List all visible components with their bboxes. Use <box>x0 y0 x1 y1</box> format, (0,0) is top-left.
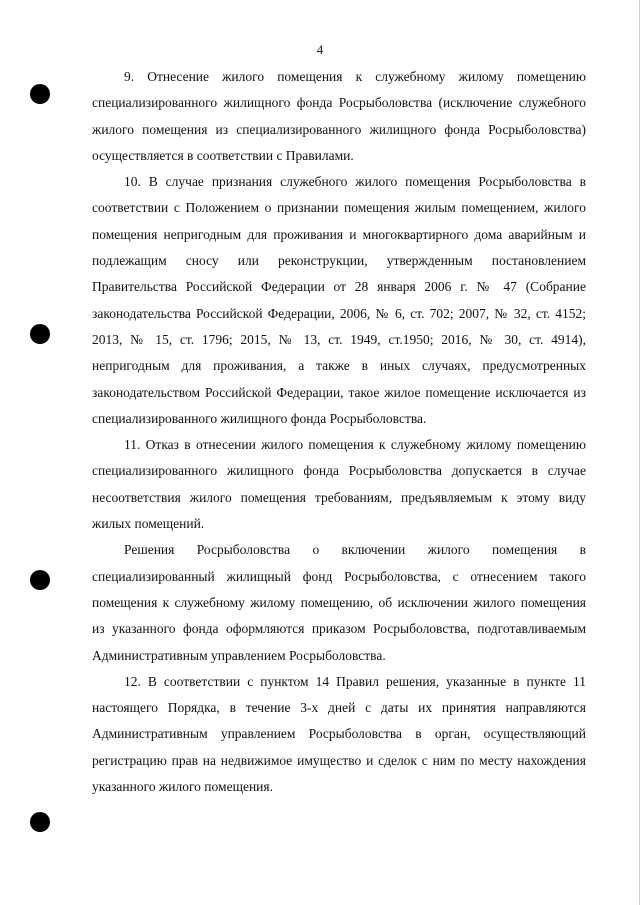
scan-edge-line <box>633 0 640 905</box>
page-number: 4 <box>316 42 324 57</box>
binder-hole-3 <box>30 570 50 590</box>
paragraph-11: 11. Отказ в отнесении жилого помещения к служебному жилому помещению специализированного жилищного фонда Росрыболовства допускается в случае несоответствия жилого помещения требованиям, предъявляемым к этому виду жилых помещений. <box>92 437 586 532</box>
binder-hole-1 <box>30 84 50 104</box>
binder-hole-2 <box>30 324 50 344</box>
document-body <box>92 64 586 800</box>
paragraph-12: 12. В соответствии с пунктом 14 Правил решения, указанные в пункте 11 настоящего Порядка, в течение 3-х дней с даты их принятия направляются Административным управлением Росрыболовства в орган, осуществляющий регистрацию прав на недвижимое имущество и сделок с ним по месту нахождения указанного жилого помещения. <box>92 673 586 795</box>
paragraph-9: 9. Отнесение жилого помещения к служебному жилому помещению специализированного жилищного фонда Росрыболовства (исключение служебного жилого помещения из специализированного жилищного фонда Росрыболовства) осуществляется в соответствии с Правилами. <box>92 69 586 163</box>
paragraph-11-decisions: Решения Росрыболовства о включении жилого помещения в специализированный жилищный фонд Росрыболовства, с отнесением такого помещения к служебному жилому помещению, об исключении жилого помещения из указанного фонда оформляются приказом Росрыболовства, подготавливаемым Административным управлением Росрыболовства. <box>92 542 586 663</box>
binder-hole-4 <box>30 812 50 832</box>
paragraph-10: 10. В случае признания служебного жилого помещения Росрыболовства в соответствии с Положением о признании помещения жилым помещением, жилого помещения непригодным для проживания и многоквартирного дома аварийным и подлежащим сносу или реконструкции, утвержденным постановлением Правительства Российской Федерации от 28 января 2006 г. № 47 (Собрание законодательства Российской Федерации, 2006, № 6, ст. 702; 2007, № 32, ст. 4152; 2013, № 15, ст. 1796; 2015, № 13, ст. 1949, ст.1950; 2016, № 30, ст. 4914), непригодным для проживания, а также в иных случаях, предусмотренных законодательством Российской Федерации, такое жилое помещение исключается из специализированного жилищного фонда Росрыболовства. <box>92 174 586 426</box>
